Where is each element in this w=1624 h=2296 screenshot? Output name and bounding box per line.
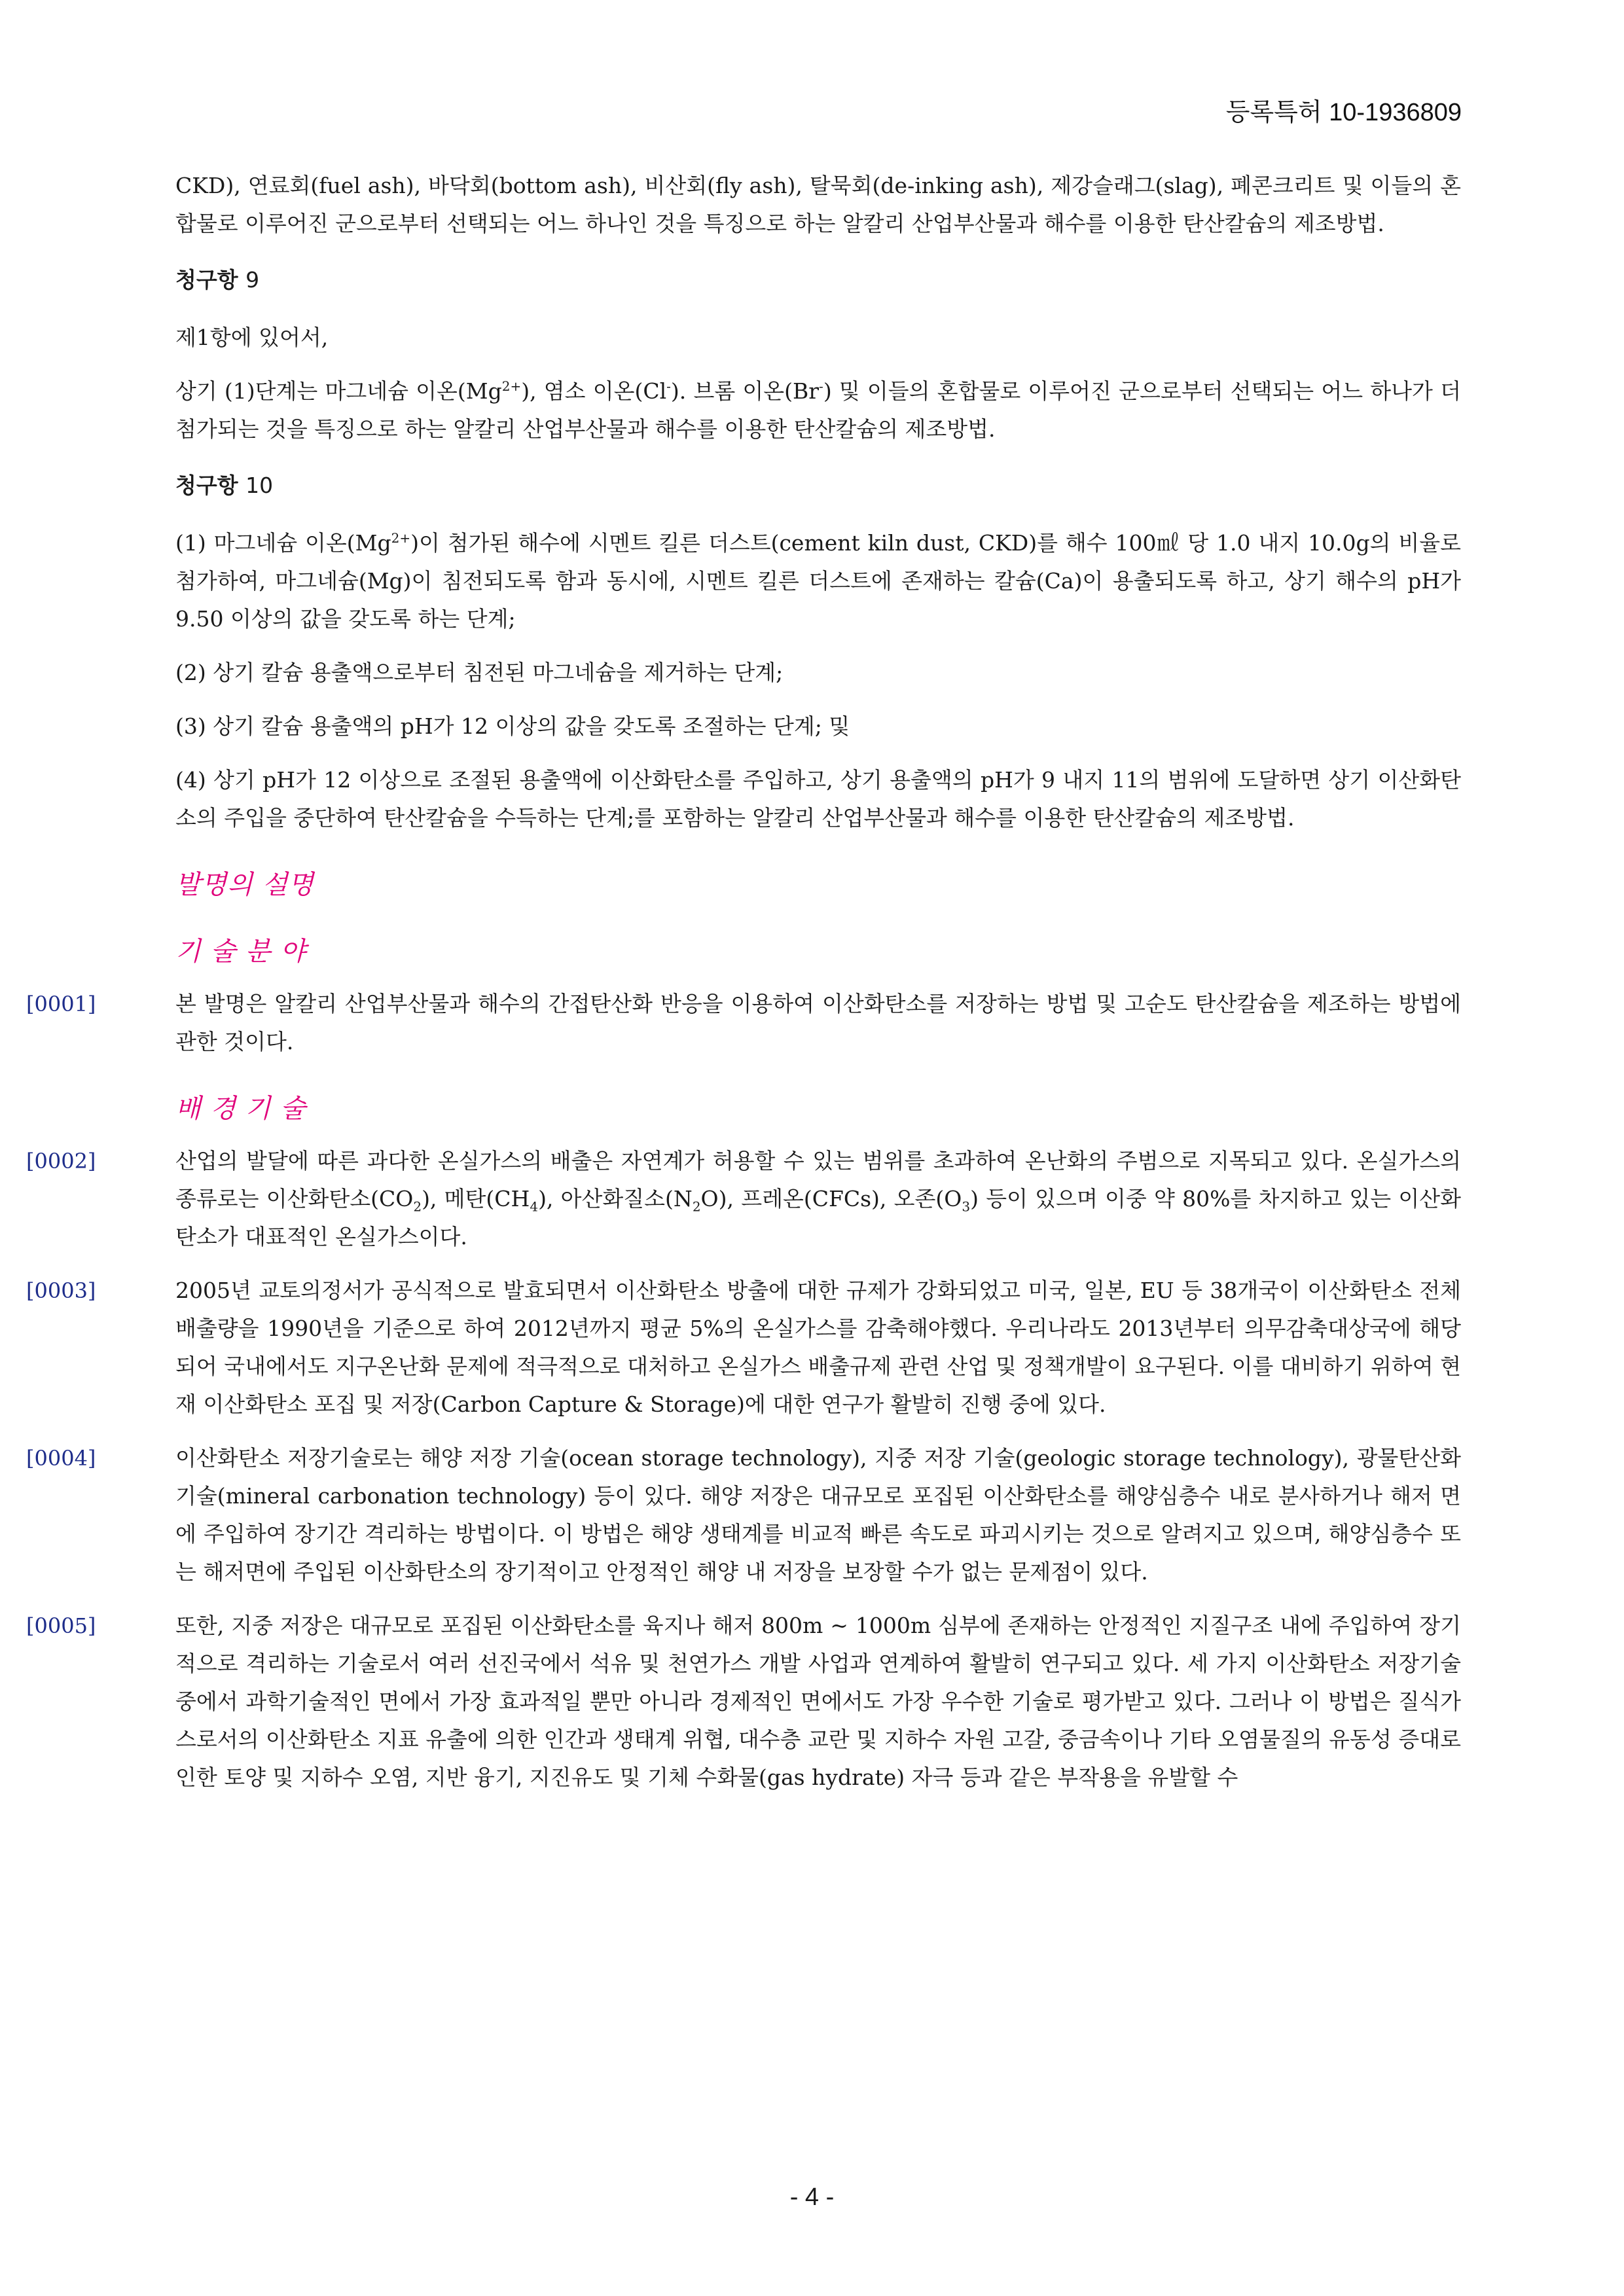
claim-10-step-4: (4) 상기 pH가 12 이상으로 조절된 용출액에 이산화탄소를 주입하고, 상기 용출액의 pH가 9 내지 11의 범위에 도달하면 상기 이산화탄소의 주입을 중단하여 탄산칼슘을 수득하는 단계;를 포함하는 알칼리 산업부산물과 해수를 이용한 탄산칼슘의 제조방법. <box>175 767 1461 831</box>
claim-9-title <box>175 261 1461 299</box>
claim-10-step-2: (2) 상기 칼슘 용출액으로부터 침전된 마그네슘을 제거하는 단계; <box>175 660 784 685</box>
text-run: ), 아산화질소(N <box>538 1186 693 1211</box>
superscript: - <box>666 378 671 394</box>
patent-number-header: 등록특허 10-1936809 <box>1225 99 1462 126</box>
paragraph-0001 <box>26 985 1461 1061</box>
superscript: 2+ <box>391 530 411 546</box>
paragraph-0004 <box>26 1439 1461 1591</box>
text-run: ) 및 이들의 혼합물로 이루어진 군으로부터 선택되는 어느 하나가 더 첨가되는 것을 특징으로 하는 알칼리 산업부산물과 해수를 이용한 탄산칼슘의 제조방법. <box>175 378 1461 442</box>
paragraph-number: [0003] <box>26 1278 96 1303</box>
text-run: 산업의 발달에 따른 과다한 온실가스의 배출은 자연계가 허용할 수 있는 범위를 초과하여 온난화의 주범으로 지목되고 있다. 온실가스의 종류로는 이산화탄소(CO <box>175 1148 1461 1211</box>
paragraph-text: 2005년 교토의정서가 공식적으로 발효되면서 이산화탄소 방출에 대한 규제가 강화되었고 미국, 일본, EU 등 38개국이 이산화탄소 전체 배출량을 1990년을 기준으로 하여 2012년까지 평균 5%의 온실가스를 감축해야했다. 우리나라도 2013년부터 의무감축대상국에 해당되어 국내에서도 지구온난화 문제에 적극적으로 대처하고 온실가스 배출규제 관련 산업 및 정책개발이 요구된다. 이를 대비하기 위하여 현재 이산화탄소 포집 및 저장(Carbon Capture & Storage)에 대한 연구가 활발히 진행 중에 있다. <box>175 1278 1461 1417</box>
text-run: ). 브롬 이온(Br <box>670 378 820 404</box>
text-run: 상기 (1)단계는 마그네슘 이온(Mg <box>175 378 502 404</box>
paragraph-0002 <box>26 1142 1462 1256</box>
superscript: 2+ <box>501 378 522 394</box>
claim-label: 청구항 <box>175 267 238 293</box>
paragraph-number: [0001] <box>26 992 96 1016</box>
paragraph-text: 또한, 지중 저장은 대규모로 포집된 이산화탄소를 육지나 해저 800m ~ 1000m 심부에 존재하는 안정적인 지질구조 내에 주입하여 장기적으로 격리하는 기술로서 여러 선진국에서 석유 및 천연가스 개발 사업과 연계하여 활발히 연구되고 있다. 세 가지 이산화탄소 저장기술 중에서 과학기술적인 면에서 가장 효과적일 뿐만 아니라 경제적인 면에서도 가장 우수한 기술로 평가받고 있다. 그러나 이 방법은 질식가스로서의 이산화탄소 지표 유출에 의한 인간과 생태계 위협, 대수층 교란 및 지하수 자원 고갈, 중금속이나 기타 오염물질의 유동성 증대로 인한 토양 및 지하수 오염, 지반 융기, 지진유도 및 기체 수화물(gas hydrate) 자극 등과 같은 부작용을 유발할 수 <box>175 1613 1461 1790</box>
section-heading-description: 발명의 설명 <box>175 870 314 900</box>
paragraph-0005 <box>26 1607 1461 1797</box>
paragraph-number: [0005] <box>26 1613 96 1638</box>
text-run: O), 프레온(CFCs), 오존(O <box>700 1186 962 1211</box>
paragraph-number: [0002] <box>26 1149 96 1174</box>
page-number: - 4 - <box>789 2183 835 2211</box>
claim8-continuation: CKD), 연료회(fuel ash), 바닥회(bottom ash), 비산회(fly ash), 탈묵회(de-inking ash), 제강슬래그(slag), 폐콘크리트 및 이들의 혼합물로 이루어진 군으로부터 선택되는 어느 하나인 것을 특징으로 하는 알칼리 산업부산물과 해수를 이용한 탄산칼슘의 제조방법. <box>175 173 1461 236</box>
text-run: ) 등이 있으며 이중 약 80%를 차지하고 있는 이산화탄소가 대표적인 온실가스이다. <box>175 1186 1462 1249</box>
claim-number: 9 <box>245 267 260 293</box>
document-body <box>26 167 1462 1812</box>
subscript: 4 <box>530 1198 539 1215</box>
claim-9-body <box>175 372 1461 448</box>
claim-9-intro: 제1항에 있어서, <box>175 325 329 350</box>
subscript: 3 <box>962 1198 971 1215</box>
text-run: ), 염소 이온(Cl <box>521 378 667 404</box>
claim-10-step-3: (3) 상기 칼슘 용출액의 pH가 12 이상의 값을 갖도록 조절하는 단계; 및 <box>175 713 850 739</box>
paragraph-text: 본 발명은 알칼리 산업부산물과 해수의 간접탄산화 반응을 이용하여 이산화탄소를 저장하는 방법 및 고순도 탄산칼슘을 제조하는 방법에 관한 것이다. <box>175 991 1461 1054</box>
paragraph-number: [0004] <box>26 1446 96 1471</box>
text-run: ), 메탄(CH <box>422 1186 530 1211</box>
superscript: - <box>819 378 823 394</box>
claim-10-title <box>175 467 1461 505</box>
section-heading-technical-field: 기 술 분 야 <box>175 937 306 967</box>
text-run: (1) 마그네슘 이온(Mg <box>175 530 391 556</box>
claim-number: 10 <box>245 473 274 498</box>
claim-label: 청구항 <box>175 473 238 498</box>
claim-10-step-1 <box>175 524 1461 638</box>
subscript: 2 <box>692 1198 701 1215</box>
text-run: )이 첨가된 해수에 시멘트 킬른 더스트(cement kiln dust, CKD)를 해수 100㎖ 당 1.0 내지 10.0g의 비율로 첨가하여, 마그네슘(Mg)이 침전되도록 함과 동시에, 시멘트 킬른 더스트에 존재하는 칼슘(Ca)이 용출되도록 하고, 상기 해수의 pH가 9.50 이상의 값을 갖도록 하는 단계; <box>175 530 1462 632</box>
section-heading-background: 배 경 기 술 <box>175 1094 306 1124</box>
paragraph-text: 이산화탄소 저장기술로는 해양 저장 기술(ocean storage technology), 지중 저장 기술(geologic storage technology), 광물탄산화 기술(mineral carbonation technology) 등이 있다. 해양 저장은 대규모로 포집된 이산화탄소를 해양심층수 내로 분사하거나 해저 면에 주입하여 장기간 격리하는 방법이다. 이 방법은 해양 생태계를 비교적 빠른 속도로 파괴시키는 것으로 알려지고 있으며, 해양심층수 또는 해저면에 주입된 이산화탄소의 장기적이고 안정적인 해양 내 저장을 보장할 수가 없는 문제점이 있다. <box>175 1445 1461 1585</box>
paragraph-0003 <box>26 1272 1461 1424</box>
subscript: 2 <box>413 1198 422 1215</box>
